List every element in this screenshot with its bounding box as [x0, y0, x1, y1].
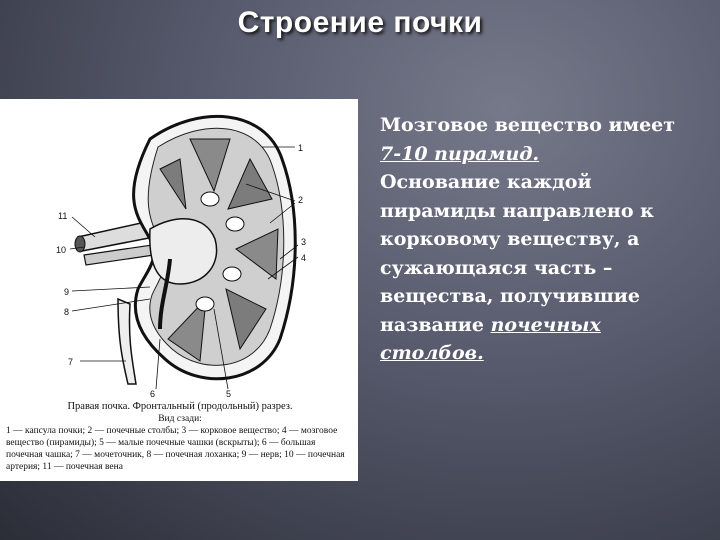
minor-calyx [226, 217, 244, 231]
ureter [118, 299, 136, 384]
figure-caption [6, 401, 354, 473]
kidney-figure [0, 99, 358, 481]
text-line-4: вещества, получившие название [380, 285, 640, 336]
label-10: 10 [56, 245, 67, 255]
kidney-illustration [0, 99, 358, 399]
text-line-1: Мозговое вещество имеет [380, 114, 676, 136]
figure-caption-title: Правая почка. Фронтальный (продольный) разрез. [67, 401, 293, 412]
figure-caption-subtitle: Вид сзади: [158, 414, 202, 424]
minor-calyx [223, 267, 241, 281]
figure-legend: 1 — капсула почки; 2 — почечные столбы; 3 — корковое вещество; 4 — мозговое вещество (пирамиды); 5 — малые почечные чашки (вскрыты); 6 — большая почечная чашка; 7 — мочеточник, 8 — почечная лоханка; 9 — нерв; 10 — почечная артерия; 11 — почечная вена [6, 426, 345, 472]
label-5: 5 [226, 389, 232, 399]
text-line-5: почечных столбов. [380, 313, 601, 364]
label-1: 1 [298, 143, 304, 153]
label-3: 3 [301, 237, 307, 247]
minor-calyx [201, 192, 219, 206]
label-6: 6 [150, 389, 156, 399]
minor-calyx [196, 297, 214, 311]
text-line-3: Основание каждой пирамиды направлено к корковому веществу, а сужающаяся часть – [380, 171, 654, 279]
label-11: 11 [58, 211, 68, 221]
label-9: 9 [64, 287, 70, 297]
text-line-2: 7-10 пирамид. [380, 142, 540, 165]
label-7: 7 [68, 357, 74, 367]
label-4: 4 [301, 253, 307, 263]
slide-body-text [380, 111, 710, 368]
label-2: 2 [298, 195, 304, 205]
slide-title: Строение почки [237, 6, 483, 39]
label-8: 8 [64, 307, 70, 317]
renal-pelvis [150, 219, 217, 284]
